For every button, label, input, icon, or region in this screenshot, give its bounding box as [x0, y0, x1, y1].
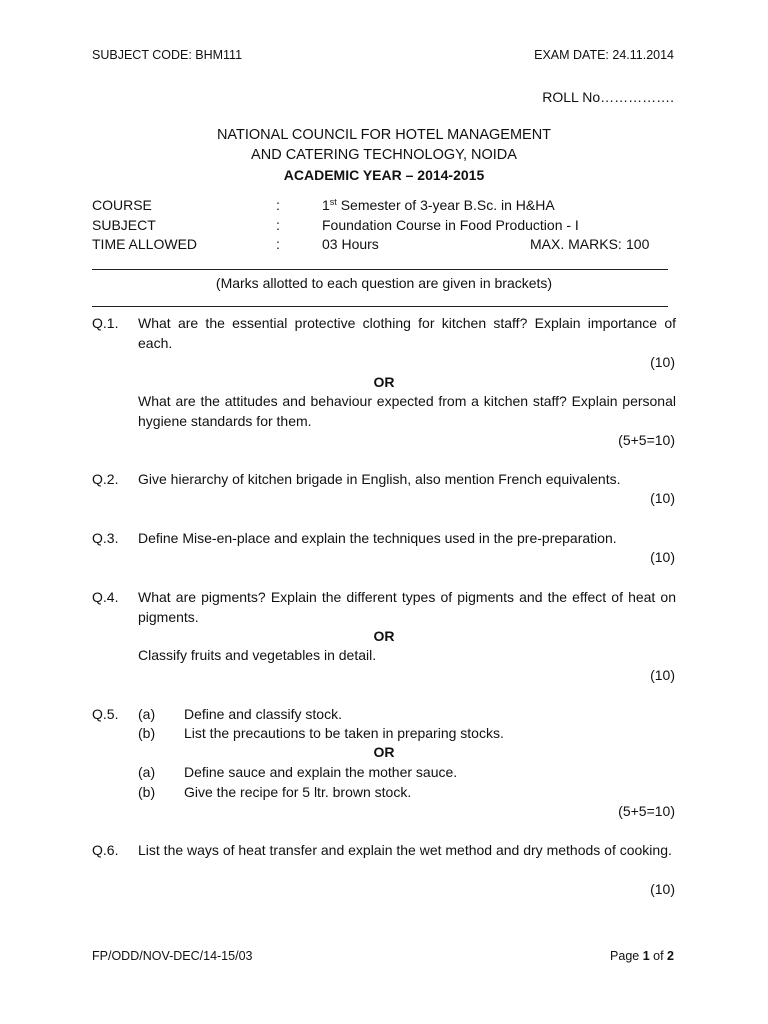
question-number: Q.5.	[92, 706, 119, 722]
question-marks: (10)	[650, 490, 675, 506]
sub-question-text: List the precautions to be taken in preparing stocks.	[184, 725, 504, 741]
subject-value: Foundation Course in Food Production - I	[322, 217, 579, 233]
subject-label: SUBJECT	[92, 217, 156, 233]
question-number: Q.4.	[92, 589, 119, 605]
course-ordinal: st	[329, 197, 337, 207]
sub-question-label: (b)	[138, 725, 156, 741]
page-indicator	[610, 947, 674, 967]
course-label: COURSE	[92, 197, 152, 213]
course-separator: :	[276, 197, 280, 213]
page-prefix: Page	[610, 949, 643, 963]
footer-code: FP/ODD/NOV-DEC/14-15/03	[92, 949, 253, 963]
or-separator: OR	[373, 628, 395, 644]
time-allowed-label: TIME ALLOWED	[92, 236, 198, 252]
course-number: 1	[322, 197, 330, 213]
sub-question-label: (b)	[138, 784, 156, 800]
question-marks: (5+5=10)	[618, 803, 675, 819]
question-text: Give hierarchy of kitchen brigade in English, also mention French equivalents.	[138, 471, 621, 487]
question-text: What are pigments? Explain the different types of pigments and the effect of heat on pigments.	[138, 589, 676, 625]
page-of: of	[649, 949, 668, 963]
question-number: Q.3.	[92, 530, 119, 546]
institution-name-line2: AND CATERING TECHNOLOGY, NOIDA	[251, 147, 517, 163]
time-allowed-value: 03 Hours	[322, 236, 379, 252]
sub-question-label: (a)	[138, 706, 156, 722]
question-number: Q.6.	[92, 842, 119, 858]
question-number: Q.2.	[92, 471, 119, 487]
roll-number-field: ROLL No…………….	[542, 89, 674, 105]
max-marks-value: 100	[626, 236, 650, 252]
subject-separator: :	[276, 217, 280, 233]
question-alt-marks: (5+5=10)	[618, 432, 675, 448]
question-alt-text: What are the attitudes and behaviour expected from a kitchen staff? Explain personal hygiene standards for them.	[138, 393, 676, 429]
time-separator: :	[276, 236, 280, 252]
max-marks-label: MAX. MARKS:	[530, 236, 622, 252]
divider-bottom	[92, 306, 668, 307]
page-current: 1	[642, 949, 650, 963]
sub-question-text: Give the recipe for 5 ltr. brown stock.	[184, 784, 412, 800]
question-text: Define Mise-en-place and explain the techniques used in the pre-preparation.	[138, 530, 617, 546]
divider-top	[92, 269, 668, 270]
or-separator: OR	[373, 744, 395, 760]
subject-code: SUBJECT CODE: BHM111	[92, 48, 243, 62]
question-text: List the ways of heat transfer and explain the wet method and dry methods of cooking.	[138, 842, 672, 858]
question-text: What are the essential protective clothing for kitchen staff? Explain importance of each.	[138, 315, 676, 351]
institution-name-line1: NATIONAL COUNCIL FOR HOTEL MANAGEMENT	[216, 127, 552, 143]
question-marks: (10)	[650, 549, 675, 565]
question-marks: (10)	[650, 881, 675, 897]
sub-question-text: Define and classify stock.	[184, 706, 342, 722]
question-marks: (10)	[650, 354, 675, 370]
question-marks: (10)	[650, 667, 675, 683]
or-separator: OR	[373, 374, 395, 390]
course-description: Semester of 3-year B.Sc. in H&HA	[336, 197, 555, 213]
question-number: Q.1.	[92, 315, 119, 331]
course-value	[322, 196, 555, 216]
sub-question-label: (a)	[138, 764, 156, 780]
sub-question-text: Define sauce and explain the mother sauce.	[184, 764, 458, 780]
question-alt-text: Classify fruits and vegetables in detail.	[138, 647, 377, 663]
academic-year: ACADEMIC YEAR – 2014-2015	[283, 167, 485, 183]
page-total: 2	[667, 949, 674, 963]
marks-instruction: (Marks allotted to each question are given in brackets)	[215, 275, 553, 291]
exam-date: EXAM DATE: 24.11.2014	[534, 48, 674, 62]
